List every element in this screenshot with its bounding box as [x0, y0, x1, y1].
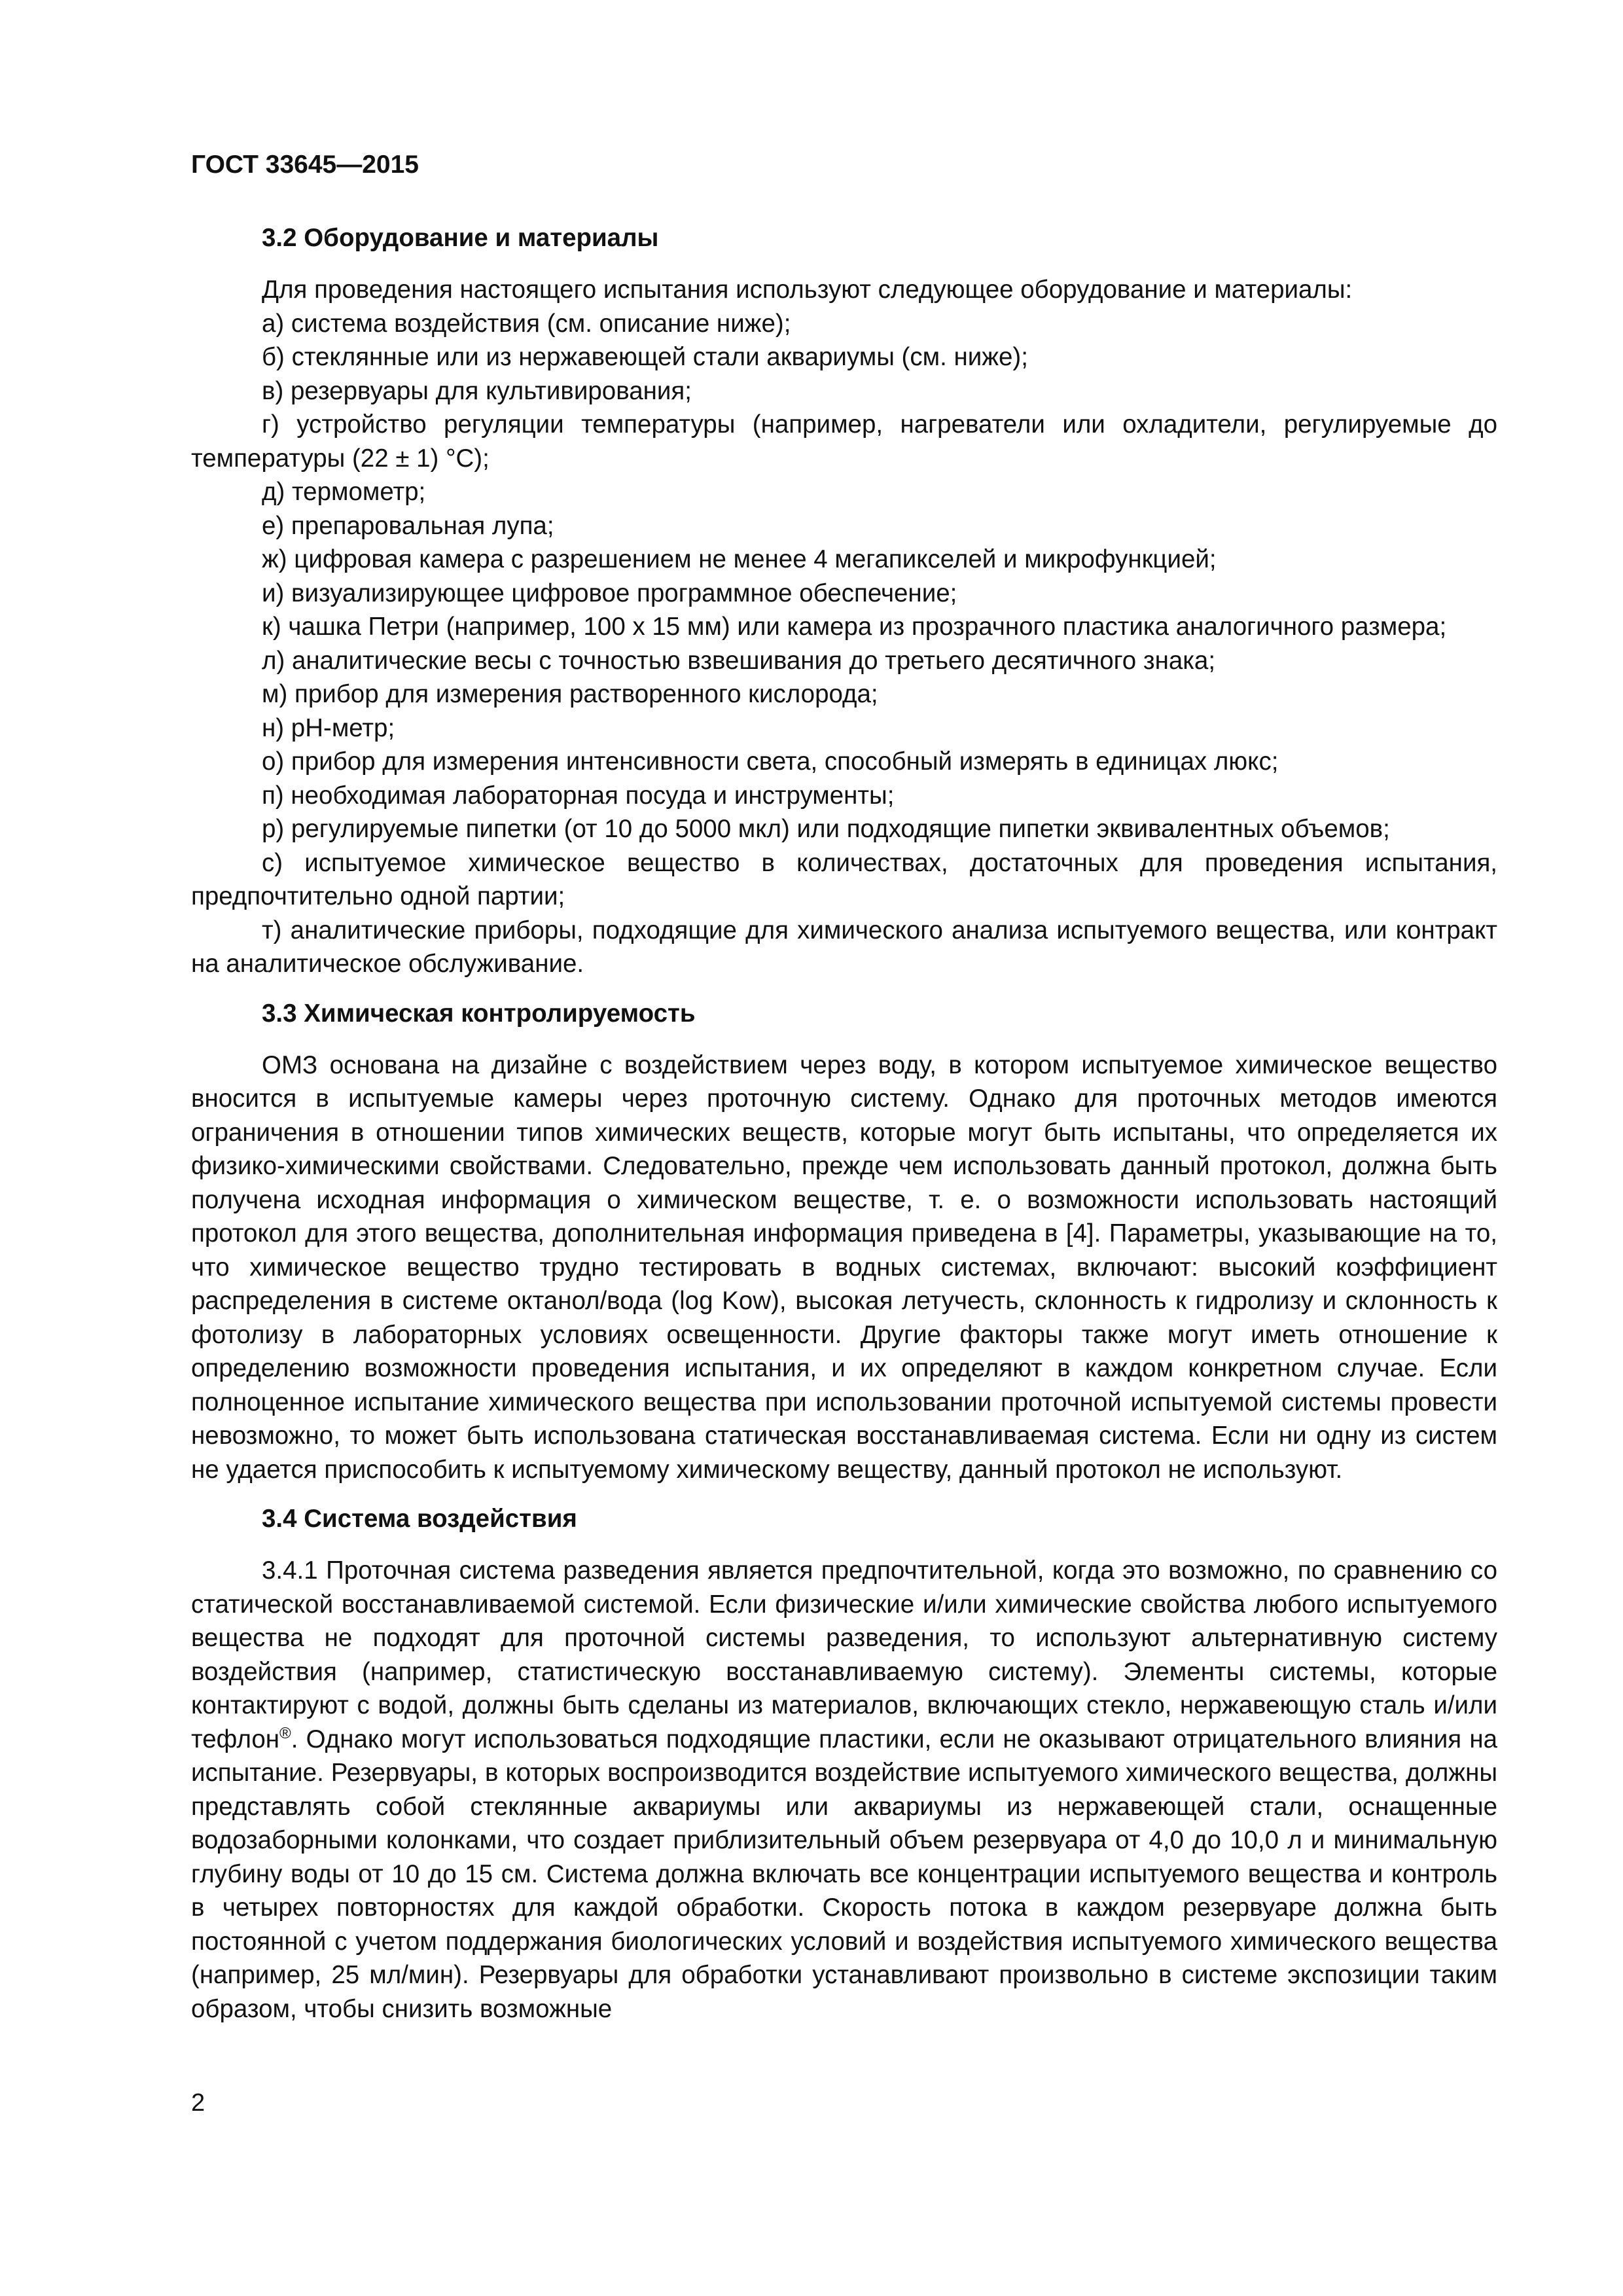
equipment-item-k: к) чашка Петри (например, 100 х 15 мм) или камера из прозрачного пластика аналогичного размера; [262, 613, 1447, 641]
equipment-item-n: н) pH-метр; [262, 713, 395, 742]
equipment-item-o: о) прибор для измерения интенсивности света, способный измерять в единицах люкс; [262, 747, 1279, 776]
equipment-intro: Для проведения настоящего испытания используют следующее оборудование и материалы: [262, 276, 1353, 304]
registered-trademark-sign: ® [279, 1724, 291, 1742]
equipment-item-l: л) аналитические весы с точностью взвешивания до третьего десятичного знака; [262, 646, 1216, 675]
equipment-item-e: е) препаровальная лупа; [262, 511, 554, 540]
section-3-3-paragraph: ОМЗ основана на дизайне с воздействием через воду, в котором испытуемое химическое вещество вносится в испытуемые камеры через проточную систему. Однако для проточных методов имеются ограничения в отношении типов химических веществ, которые могут быть испытаны, что определяется их физико-химическими свойствами. Следовательно, прежде чем использовать данный протокол, должна быть получена исходная информация о химическом веществе, т. е. о возможности использовать настоящий протокол для этого вещества, дополнительная информация приведена в [4]. Параметры, указывающие на то, что химическое вещество трудно тестировать в водных системах, включают: высокий коэффициент распределения в системе октанол/вода (log Kow), высокая летучесть, склонность к гидролизу и склонность к фотолизу в лабораторных условиях освещенности. Другие факторы также могут иметь отношение к определению возможности проведения испытания, и их определяют в каждом конкретном случае. Если полноценное испытание химического вещества при использовании проточной испытуемой системы провести невозможно, то может быть использована статическая восстанавливаемая система. Если ни одну из систем не удается приспособить к испытуемому химическому веществу, данный протокол не используют. [191, 1050, 1497, 1484]
equipment-list [191, 307, 1497, 981]
equipment-item-p: п) необходимая лабораторная посуда и инструменты; [262, 781, 895, 810]
equipment-item-t: т) аналитические приборы, подходящие для химического анализа испытуемого вещества, или контракт на аналитическое обслуживание. [191, 916, 1497, 978]
section-heading-3-4: 3.4 Система воздействия [262, 1505, 577, 1533]
paragraph-text-part-2: . Однако могут использоваться подходящие пластики, если не оказывают отрицательного влияния на испытание. Резервуары, в которых воспроизводится воздействие испытуемого химического вещества, должны представлять собой стеклянные аквариумы или аквариумы из нержавеющей стали, оснащенные водозаборными колонками, что создает приблизительный объем резервуара от 4,0 до 10,0 л и минимальную глубину воды от 10 до 15 см. Система должна включать все концентрации испытуемого вещества и контроль в четырех повторностях для каждой обработки. Скорость потока в каждом резервуаре должна быть постоянной с учетом поддержания биологических условий и воздействия испытуемого химического вещества (например, 25 мл/мин). Резервуары для обработки устанавливают произвольно в системе экспозиции таким образом, чтобы снизить возможные [191, 1725, 1497, 2023]
equipment-item-d: д) термометр; [262, 478, 426, 506]
document-body [191, 221, 1497, 2026]
equipment-item-a: а) система воздействия (см. описание ниже); [262, 309, 791, 338]
equipment-item-b: б) стеклянные или из нержавеющей стали аквариумы (см. ниже); [262, 343, 1028, 371]
document-header: ГОСТ 33645—2015 [191, 151, 419, 179]
equipment-item-g: г) устройство регуляции температуры (например, нагреватели или охладители, регулируемые до температуры (22 ± 1) °C); [191, 410, 1497, 473]
section-heading-3-3: 3.3 Химическая контролируемость [262, 999, 696, 1028]
equipment-item-m: м) прибор для измерения растворенного кислорода; [262, 680, 878, 708]
equipment-item-v: в) резервуары для культивирования; [262, 376, 692, 405]
equipment-item-zh: ж) цифровая камера с разрешением не менее 4 мегапикселей и микрофункцией; [262, 545, 1217, 573]
section-3-4-1-paragraph [191, 1554, 1497, 2026]
section-heading-3-2: 3.2 Оборудование и материалы [262, 224, 659, 252]
page-number: 2 [191, 2089, 205, 2117]
equipment-item-s: с) испытуемое химическое вещество в количествах, достаточных для проведения испытания, предпочтительно одной партии; [191, 848, 1497, 910]
equipment-item-r: р) регулируемые пипетки (от 10 до 5000 мкл) или подходящие пипетки эквивалентных объемов; [262, 815, 1390, 843]
equipment-item-i: и) визуализирующее цифровое программное обеспечение; [262, 579, 957, 607]
paragraph-text-part-1: 3.4.1 Проточная система разведения является предпочтительной, когда это возможно, по сравнению со статической восстанавливаемой системой. Если физические и/или химические свойства любого испытуемого вещества не подходят для проточной системы разведения, то используют альтернативную систему воздействия (например, статистическую восстанавливаемую систему). Элементы системы, которые контактируют с водой, должны быть сделаны из материалов, включающих стекло, нержавеющую сталь и/или тефлон [191, 1556, 1497, 1753]
